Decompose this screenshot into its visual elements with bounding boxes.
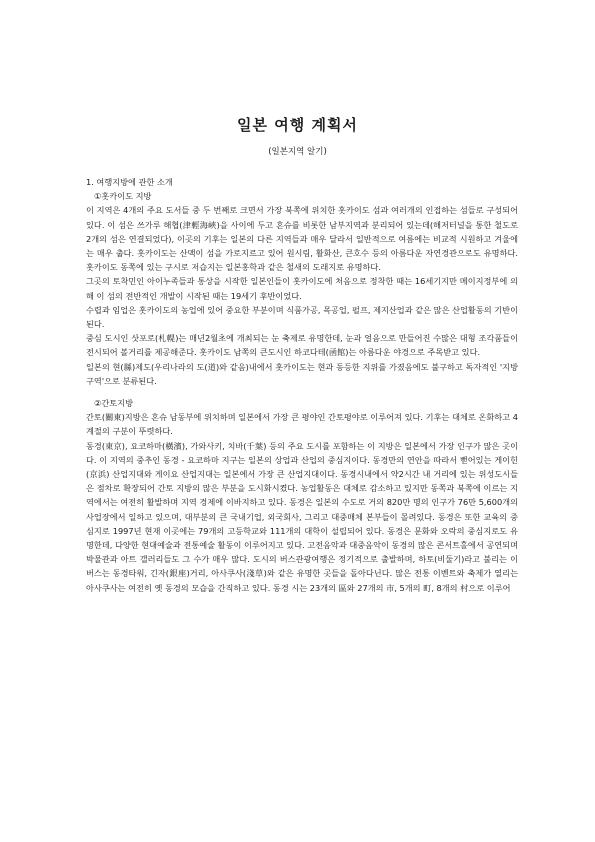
document-subtitle: (일본지역 알기) <box>268 147 327 157</box>
kanto-paragraph: 간토(關東)지방은 혼슈 남동부에 위치하며 일본에서 가장 큰 평야인 간토평야로 이루어져 있다. 기후는 대체로 온화하고 4계절의 구분이 뚜렷하다. <box>86 412 518 437</box>
hokkaido-paragraph: 이 지역은 4개의 주요 도서들 중 두 번째로 크면서 가장 북쪽에 위치한 홋카이도 섬과 여러개의 인접하는 섬들로 구성되어 있다. 이 섬은 쓰가루 해협(津輕海峽)을 사이에 두고 혼슈를 비롯한 남부지역과 분리되어 있는데(해저터널을 통한 철도로 2개의 섬은 연결되었다), 이곳의 기후는 일본의 다른 지역들과 매우 달라서 일반적으로 여름에는 비교적 시원하고 겨울에는 매우 춥다. 홋카이도는 산맥이 섬을 가로지르고 있어 원시림, 활화산, 큰호수 등의 아름다운 자연경관으로도 유명하다. 홋카이도 동쪽에 있는 구시로 저습지는 일본홍학과 같은 철새의 도래지로 유명하다. <box>86 205 518 273</box>
hokkaido-paragraph: 그곳의 토착민인 아이누족들과 통상을 시작한 일본인들이 홋카이도에 처음으로 정착한 때는 16세기지만 메이지정부에 의해 이 섬의 전반적인 개발이 시작된 때는 19세기 후반이었다. <box>86 276 518 301</box>
section-spacer <box>86 388 518 396</box>
document-body <box>86 175 518 595</box>
hokkaido-paragraph: 일본의 현(縣)제도(우리나라의 도(道)와 같음)내에서 홋카이도는 현과 동등한 지위를 가졌음에도 불구하고 독자적인 '지방구역'으로 분류된다. <box>86 361 518 386</box>
section-heading: 1. 여행지방에 관한 소개 <box>86 177 173 187</box>
document-title: 일본 여행 계획서 <box>237 116 358 134</box>
hokkaido-paragraph: 중심 도시인 삿포로(札幌)는 매년2월초에 개최되는 눈 축제로 유명한데, 눈과 얼음으로 만들어진 수많은 대형 조각품들이 전시되어 볼거리를 제공해준다. 홋카이도 남쪽의 큰도시인 하코다테(函館)는 아름다운 야경으로 주목받고 있다. <box>86 333 518 358</box>
hokkaido-paragraph: 수렵과 임업은 홋카이도의 농업에 있어 중요한 부분이며 식품가공, 목공업, 펄프, 제지산업과 같은 많은 산업활동의 기반이 된다. <box>86 304 518 330</box>
kanto-paragraph: 동경(東京), 요코하마(橫濱), 가와사키, 치바(千葉) 등의 주요 도시를 포함하는 이 지방은 일본에서 가장 인구가 많은 곳이다. 이 지역의 중추인 동경 - 요코하마 지구는 일본의 상업과 산업의 중심지이다. 동경만의 연안을 따라서 뻗어있는 게이힌(京浜) 산업지대와 게이요 산업지대는 일본에서 가장 큰 산업지대이다. 동경시내에서 약2시간 내 거리에 있는 위성도시들은 점차로 확장되어 간토 지방의 많은 부분을 도시화시켰다. 농업활동은 대체로 감소하고 있지만 동쪽과 북쪽에 이르는 지역에서는 여전히 활발하며 지역 경제에 이바지하고 있다. 동경은 일본의 수도로 거의 820만 명의 인구가 76만 5,600개의 사업장에서 일하고 있으며, 대부분의 큰 국내기업, 외국회사, 그리고 대중매체 본부들이 몰려있다. 동경은 또한 교육의 중심지로 1997년 현재 이곳에는 79개의 고등학교와 111개의 대학이 설립되어 있다. 동경은 문화와 오락의 중심지로도 유명한데, 다양한 현대예술과 전통예술 활동이 이루어지고 있다. 고전음악과 대중음악이 동경의 많은 콘서트홀에서 공연되며 박물관과 아트 갤러리들도 그 수가 매우 많다. 도시의 버스관광여행은 정기적으로 출발하며, 하토(비둘기)라고 불리는 이 버스는 동경타워, 긴자(銀座)거리, 아사쿠사(淺草)와 같은 유명한 곳들을 돌아다닌다. 많은 전통 이벤트와 축제가 열리는 아사쿠사는 여전히 옛 동경의 모습을 간직하고 있다. 동경 시는 23개의 區와 27개의 市, 5개의 町, 8개의 村으로 이루어 <box>86 440 518 593</box>
kanto-heading: ②간토지방 <box>94 398 133 409</box>
hokkaido-heading: ①홋카이도 지방 <box>94 191 152 202</box>
